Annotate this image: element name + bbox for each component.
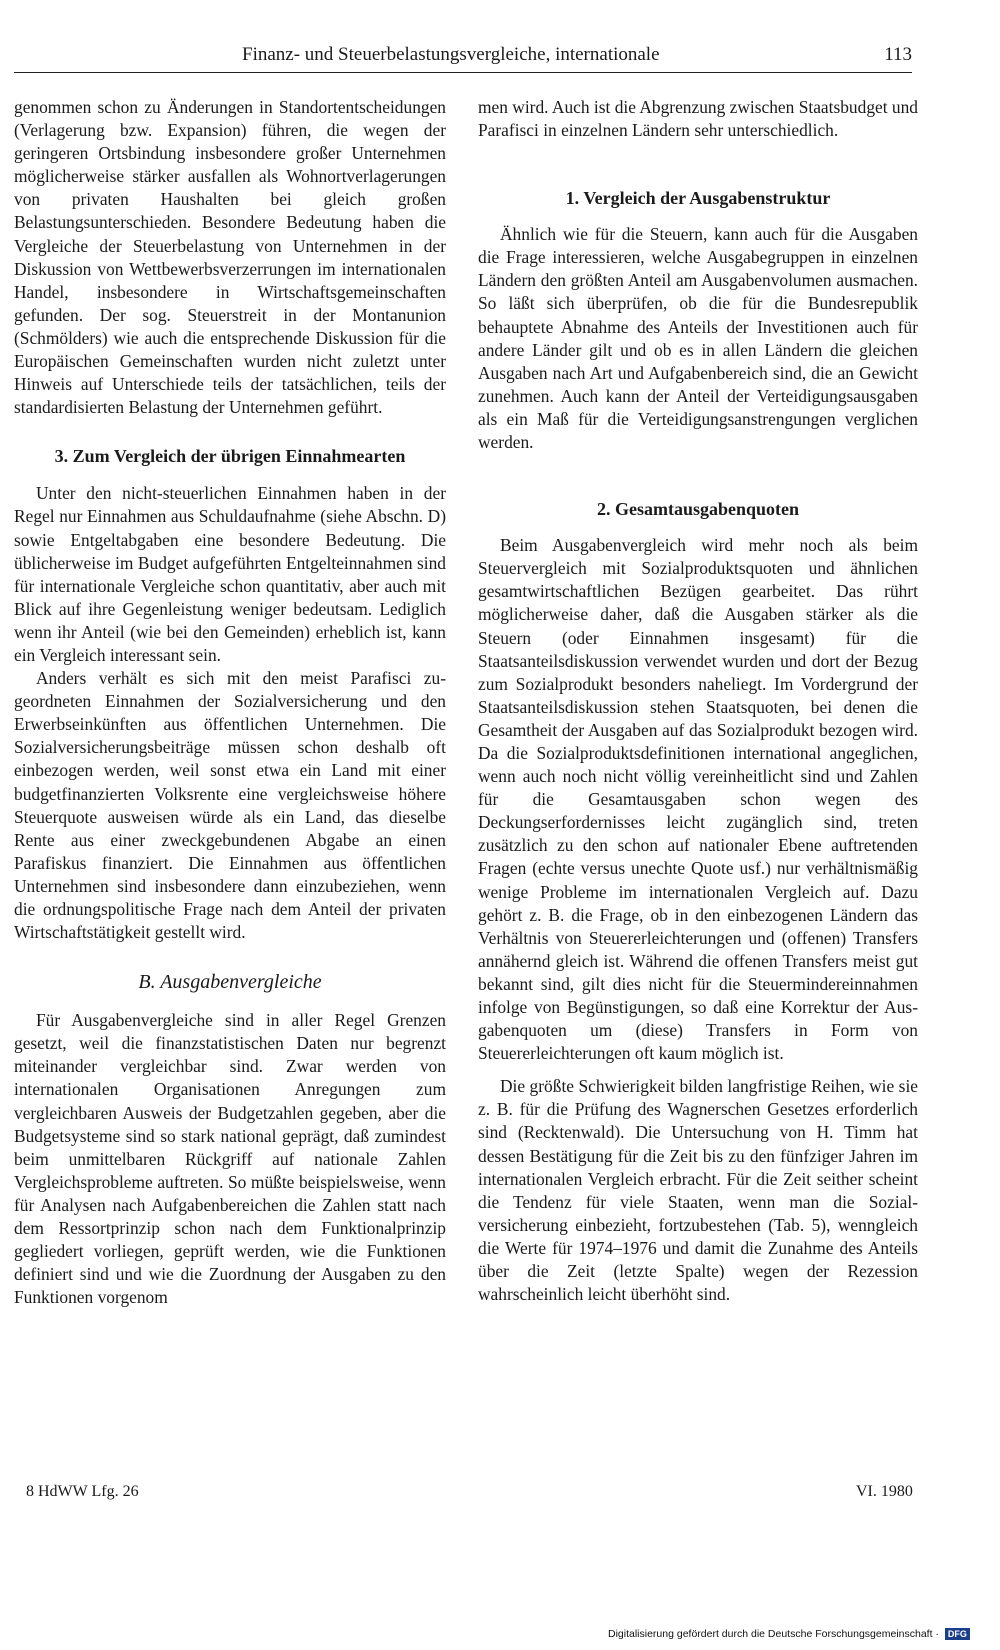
- paragraph: genommen schon zu Änderungen in Standortentscheidungen (Verlagerung bzw. Expansion) führen, die wegen der geringeren Ortsbindung insbesondere großer Unternehmen möglicherweise stärker ausfallen als Wohnortverlagerungen von privaten Haushalten bei gleich großen Belastungsunterschieden. Besondere Bedeutung haben die Vergleiche der Steuerbelastung von Unternehmen in der Diskussion von Wettbewerbsverzerrungen im internationalen Handel, insbesondere in Wirtschaftsgemeinschaften gefunden. Der sog. Steuerstreit in der Montanunion (Schmölders) wie auch die entsprechende Diskussion für die Europäischen Gemeinschaften wurden nicht zuletzt unter Hinweis auf Unterschiede teils der tatsächlichen, teils der standardisierten Belastung der Unternehmen geführt.: [14, 97, 446, 418]
- left-column: [14, 96, 446, 1309]
- section-heading: 1. Vergleich der Ausgabenstruktur: [565, 188, 831, 209]
- paragraph: Die größte Schwierigkeit bilden langfristige Reihen, wie sie z. B. für die Prüfung des Wagnerschen Gesetzes erforderlich sind (Recktenwald). Die Untersuchung von H. Timm hat dessen Bestätigung für die Zeit bis zu den fünfziger Jahren im internationalen Vergleich erbracht. Für die Zeit seither scheint die Tendenz für viele Staaten, wenn man die Sozialversicherung einbezieht, fortzubestehen (Tab. 5), wenngleich die Werte für 1974–1976 und damit die Zunahme des Anteils über die Zeit (letzte Spalte) wegen der Rezession wahrscheinlich leicht überhöht sind.: [478, 1076, 918, 1305]
- right-column: [478, 96, 918, 1306]
- paragraph: Beim Ausgabenvergleich wird mehr noch als beim Steuervergleich mit Sozialproduktsquoten und ähnlichen gesamtwirtschaftlichen Bezügen gearbeitet. Das rührt möglicherweise daher, daß die Ausgaben stärker als die Steuern (oder Einnahmen insgesamt) für die Staatsanteilsdiskussion verwendet wurden und dort der Bezug zum Sozialprodukt besonders naheliegt. Im Vordergrund der Staatsanteilsdiskussion stehen Staatsquoten, bei denen die Gesamtheit der Ausgaben auf das Sozialprodukt bezogen wird. Da die Sozialproduktsdefinitionen international angeglichen, wenn auch noch nicht völlig vereinheitlicht sind und Zahlen für die Gesamtausgaben schon wegen des Deckungserfordernisses leicht zugänglich sind, treten zusätzlich zu den schon auf nationaler Ebene auftretenden Fragen (echte versus unechte Quote usf.) nur verhältnismäßig wenige Probleme im internationalen Vergleich auf. Dazu gehört z. B. die Frage, ob in den einbezogenen Ländern das Verhältnis von Steuererleichterungen und (offenen) Transfers annähernd gleich ist. Während die offenen Transfers meist gut bekannt sind, gilt dies nicht für die Steuermindereinnahmen infolge von Begünstigungen, so daß eine Korrektur der Ausgabenquoten um (diese) Transfers in Form von Steuererleichterungen oft kaum möglich ist.: [478, 535, 918, 1064]
- digitization-note: [608, 1628, 970, 1640]
- footer-right: VI. 1980: [856, 1483, 913, 1500]
- paragraph: Anders verhält es sich mit den meist Parafisci zugeordneten Einnahmen der Sozialversicherung und den Erwerbseinkünften aus öffentlichen Unternehmen. Die Sozialversicherungsbeiträge müssen schon deshalb oft einbezogen werden, weil sonst etwa ein Land mit einer budgetfinanzierten Volksrente eine vergleichsweise höhere Steuerquote ausweisen würde als ein Land, das dieselbe Rente aus einer zweckgebundenen Abgabe an einen Parafiskus finanziert. Die Einnahmen aus öffentlichen Unternehmen sind insbesondere dann einzubeziehen, wenn die ordnungspolitische Frage nach dem Anteil der privaten Wirtschaftstätigkeit gestellt wird.: [14, 668, 446, 943]
- dfg-logo-icon: DFG: [945, 1628, 970, 1640]
- footer-left: 8 HdWW Lfg. 26: [26, 1483, 139, 1500]
- paragraph: men wird. Auch ist die Abgrenzung zwischen Staatsbudget und Parafisci in einzelnen Ländern sehr unterschiedlich.: [478, 97, 918, 141]
- page-number: 113: [884, 44, 912, 65]
- digitization-text: Digitalisierung gefördert durch die Deutsche Forschungsgemeinschaft ·: [608, 1628, 939, 1640]
- section-heading: 3. Zum Vergleich der übrigen Einnahmearten: [54, 446, 406, 467]
- running-title: Finanz- und Steuerbelastungsvergleiche, internationale: [242, 44, 660, 65]
- running-head: [14, 42, 912, 73]
- section-heading: 2. Gesamtausgabenquoten: [596, 499, 800, 520]
- paragraph: Unter den nicht-steuerlichen Einnahmen haben in der Regel nur Einnahmen aus Schuldaufnahme (siehe Abschn. D) sowie Entgeltabgaben eine besondere Bedeutung. Die üblicherweise im Budget aufgeführten Entgelteinnahmen sind für internationale Vergleiche schon quantitativ, aber auch mit Blick auf ihre Gegenleistung weniger bedeutsam. Lediglich wenn ihr Anteil (wie bei den Gemeinden) erheblich ist, kann ein Vergleich interessant sein.: [14, 483, 446, 665]
- paragraph: Für Ausgabenvergleiche sind in aller Regel Grenzen gesetzt, weil die finanzstatistischen Daten nur begrenzt miteinander vergleichbar sind. Zwar werden von internationalen Organisationen Anregungen zum vergleichbaren Ausweis der Budgetzahlen gegeben, aber die Budgetsysteme sind so stark national geprägt, daß zumindest beim unmittelbaren Rückgriff auf nationale Zahlen Vergleichsprobleme auftreten. So müßte beispielsweise, wenn für Analysen nach Aufgabenbereichen die Zahlen statt nach dem Ressortprinzip schon nach dem Funktionalprinzip gegliedert vorliegen, geprüft werden, wie die Funktionen definiert sind und wie die Zuordnung der Ausgaben zu den Funktionen vorgenom: [14, 1010, 446, 1308]
- paragraph: Ähnlich wie für die Steuern, kann auch für die Ausgaben die Frage interessieren, welche Ausgabegruppen in einzelnen Ländern den größten Anteil am Ausgabenvolumen ausmachen. So läßt sich überprüfen, ob die für die Bundesrepublik behauptete Abnahme des Anteils der Investitionen auch für andere Länder gilt und ob es in allen Ländern die gleichen Ausgaben nach Art und Aufgabenbereich sind, die an Gewicht zunehmen. Auch kann der Anteil der Verteidigungsausgaben als ein Maß für die Verteidigungsanstrengungen verglichen werden.: [478, 224, 918, 453]
- chapter-heading: B. Ausgabenvergleiche: [138, 971, 322, 994]
